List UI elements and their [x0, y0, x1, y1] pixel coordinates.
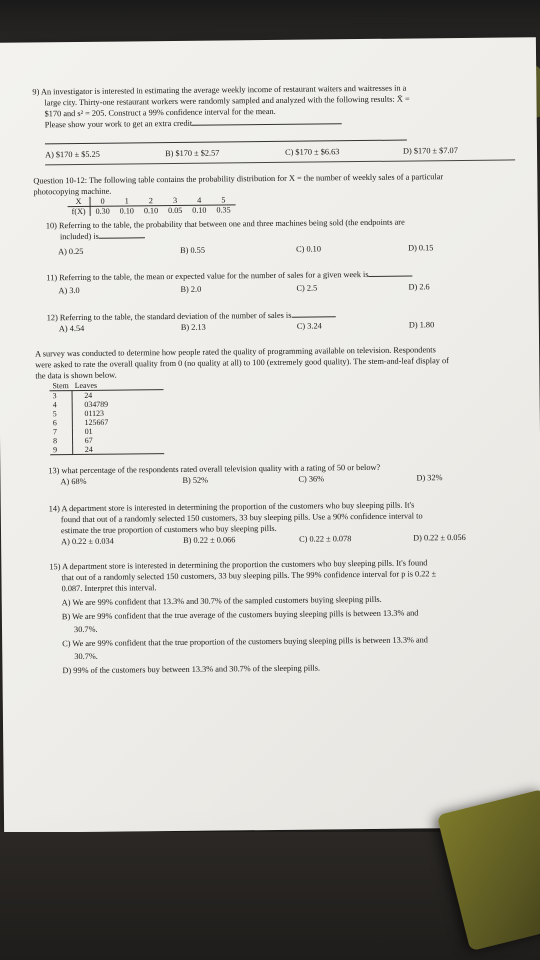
table-x-value: 0	[90, 197, 115, 207]
q11-option-d[interactable]: D) 2.6	[408, 282, 430, 292]
q11-option-a[interactable]: A) 3.0	[58, 285, 80, 296]
q10-option-d[interactable]: D) 0.15	[408, 243, 434, 253]
leaf-value: 24	[72, 390, 164, 400]
q11-answer-blank[interactable]	[369, 275, 413, 276]
questions-10-12-block	[33, 170, 509, 216]
q13-option-b[interactable]: B) 52%	[182, 475, 209, 485]
question-14	[37, 498, 513, 549]
leaf-value: 24	[72, 444, 164, 454]
q9-answer-rule	[45, 140, 407, 145]
worksheet-content	[32, 81, 514, 676]
q9-work-blank[interactable]	[192, 123, 342, 126]
leaf-value: 034789	[84, 399, 109, 409]
q9-option-b[interactable]: B) $170 ± $2.57	[165, 148, 220, 159]
q15-option-b-line1[interactable]: B) We are 99% confident that the true average of the customers buying sleeping pills is between 13.3% and	[61, 608, 419, 622]
stem-value: 9	[50, 445, 72, 455]
table-fx-label: f(X)	[68, 206, 91, 216]
q10-options	[34, 241, 510, 259]
q10-line1: 10) Referring to the table, the probability that between one and three machines being sold (the endpoints are	[45, 217, 405, 231]
table-x-value: 1	[115, 196, 139, 206]
q9-extra-credit-text: Please show your work to get an extra credit	[44, 118, 193, 130]
q12-line1-text: 12) Referring to the table, the standard deviation of the number of sales is	[46, 310, 292, 323]
stem-and-leaf-display	[49, 380, 164, 455]
leaves-header: Leaves	[74, 380, 98, 391]
q14-option-a[interactable]: A) 0.22 ± 0.034	[61, 536, 114, 547]
table-x-value: 5	[211, 195, 235, 205]
leaf-value: 67	[84, 435, 93, 445]
q13-option-c[interactable]: C) 36%	[298, 474, 325, 484]
q11-options	[34, 280, 510, 298]
q15-option-b-line2[interactable]: 30.7%.	[73, 624, 98, 635]
stem-header: Stem	[52, 381, 69, 391]
q12-option-c[interactable]: C) 3.24	[296, 321, 322, 331]
q14-line1: 14) A department store is interested in determining the proportion of the customers who buy sleeping pills. It's	[48, 500, 415, 514]
probability-distribution-table	[67, 195, 235, 216]
q13-option-d[interactable]: D) 32%	[416, 473, 443, 483]
q10-line2-text: included) is	[59, 231, 99, 242]
q11-option-c[interactable]: C) 2.5	[296, 283, 318, 293]
table-p-value: 0.10	[143, 206, 159, 216]
q11-line1-text: 11) Referring to the table, the mean or expected value for the number of sales for a given week is	[46, 269, 369, 283]
survey-line3: the data is shown below.	[35, 370, 117, 381]
leaf-value: 01123	[84, 408, 104, 418]
survey-block	[35, 343, 512, 455]
q15-line1: 15) A department store is interested in determining the proportion the customers who buy sleeping pills. It's found	[49, 558, 428, 572]
stem-value: 3	[50, 391, 72, 401]
leaf-value: 125667	[84, 417, 109, 427]
survey-line1: A survey was conducted to determine how people rated the quality of programming available on television. Respondents	[35, 345, 436, 359]
stem-value: 8	[50, 436, 72, 445]
table-p-value: 0.30	[95, 206, 110, 216]
q14-line2: found that out of a randomly selected 150 customers, 33 buy sleeping pills. Use a 90% confidence interval to	[60, 511, 423, 525]
table-p-value: 0.10	[192, 205, 207, 215]
worksheet-paper	[0, 37, 540, 833]
q10-option-c[interactable]: C) 0.10	[296, 244, 321, 254]
stem-value: 6	[50, 418, 72, 427]
q15-option-a[interactable]: A) We are 99% confident that 13.3% and 30.7% of the sampled customers buying sleeping pills.	[61, 594, 382, 608]
q15-line2: that out of a randomly selected 150 customers, 33 buy sleeping pills. The 99% confidence interval for p is 0.22 ±	[61, 569, 437, 583]
q12-option-a[interactable]: A) 4.54	[58, 323, 85, 334]
question-9	[32, 81, 509, 165]
q12-option-b[interactable]: B) 2.13	[180, 322, 206, 332]
q11-option-b[interactable]: B) 2.0	[180, 284, 202, 294]
q14-option-c[interactable]: C) 0.22 ± 0.078	[299, 534, 352, 544]
q9-option-c[interactable]: C) $170 ± $6.63	[284, 147, 340, 157]
q13-option-a[interactable]: A) 68%	[60, 476, 87, 487]
q9-option-a[interactable]: A) $170 ± $5.25	[45, 149, 100, 160]
survey-line2: were asked to rate the overall quality from 0 (no quality at all) to 100 (extremely good quality). The stem-and-leaf display of	[35, 356, 449, 370]
q10-answer-blank[interactable]	[99, 237, 145, 238]
stem-value: 4	[50, 400, 72, 409]
q9-line1: 9) An investigator is interested in estimating the average weekly income of restaurant waiters and waitresses in a	[32, 83, 407, 97]
q10-option-b[interactable]: B) 0.55	[180, 245, 205, 255]
q9-line3: $170 and s² = 205. Construct a 99% confidence interval for the mean.	[44, 106, 276, 119]
stem-value: 5	[50, 409, 72, 418]
question-11	[34, 267, 510, 298]
table-x-label: X	[67, 197, 90, 207]
stem-value: 7	[50, 427, 72, 436]
table-x-value: 4	[187, 196, 211, 206]
q12-answer-blank[interactable]	[291, 316, 335, 317]
q10-12-header-line1: Question 10-12: The following table contains the probability distribution for X = the number of weekly sales of a particular	[33, 172, 444, 186]
q12-option-d[interactable]: D) 1.80	[408, 320, 435, 330]
q15-option-c-line1[interactable]: C) We are 99% confident that the true proportion of the customers buying sleeping pills is between 13.3% and	[62, 635, 428, 649]
table-x-value: 2	[139, 196, 163, 206]
table-p-value: 0.05	[168, 205, 183, 216]
question-13	[36, 460, 512, 489]
q14-line3: estimate the true proportion of customers who buy sleeping pills.	[60, 523, 277, 536]
table-p-value: 0.10	[119, 206, 134, 216]
table-p-value: 0.35	[216, 205, 231, 215]
q15-line3: 0.087. Interpret this interval.	[61, 583, 157, 594]
question-10	[34, 215, 510, 259]
q10-option-a[interactable]: A) 0.25	[58, 246, 84, 257]
q9-line2: large city. Thirty-one restaurant workers were randomly sampled and analyzed with the following results: X̄ =	[44, 94, 410, 108]
q9-option-d[interactable]: D) $170 ± $7.07	[402, 146, 458, 156]
question-12	[35, 307, 511, 336]
q13-line1: 13) what percentage of the respondents rated overall television quality with a rating of 50 or below?	[48, 462, 381, 476]
leaf-value: 01	[84, 426, 93, 436]
question-15	[37, 556, 514, 676]
q15-option-d[interactable]: D) 99% of the customers buy between 13.3% and 30.7% of the sleeping pills.	[62, 663, 321, 676]
q14-option-b[interactable]: B) 0.22 ± 0.066	[183, 535, 236, 545]
q10-12-header-line2: photocopying machine.	[33, 186, 112, 197]
table-x-value: 3	[163, 196, 187, 206]
q14-option-d[interactable]: D) 0.22 ± 0.056	[413, 532, 466, 543]
q15-option-c-line2[interactable]: 30.7%.	[74, 651, 98, 662]
